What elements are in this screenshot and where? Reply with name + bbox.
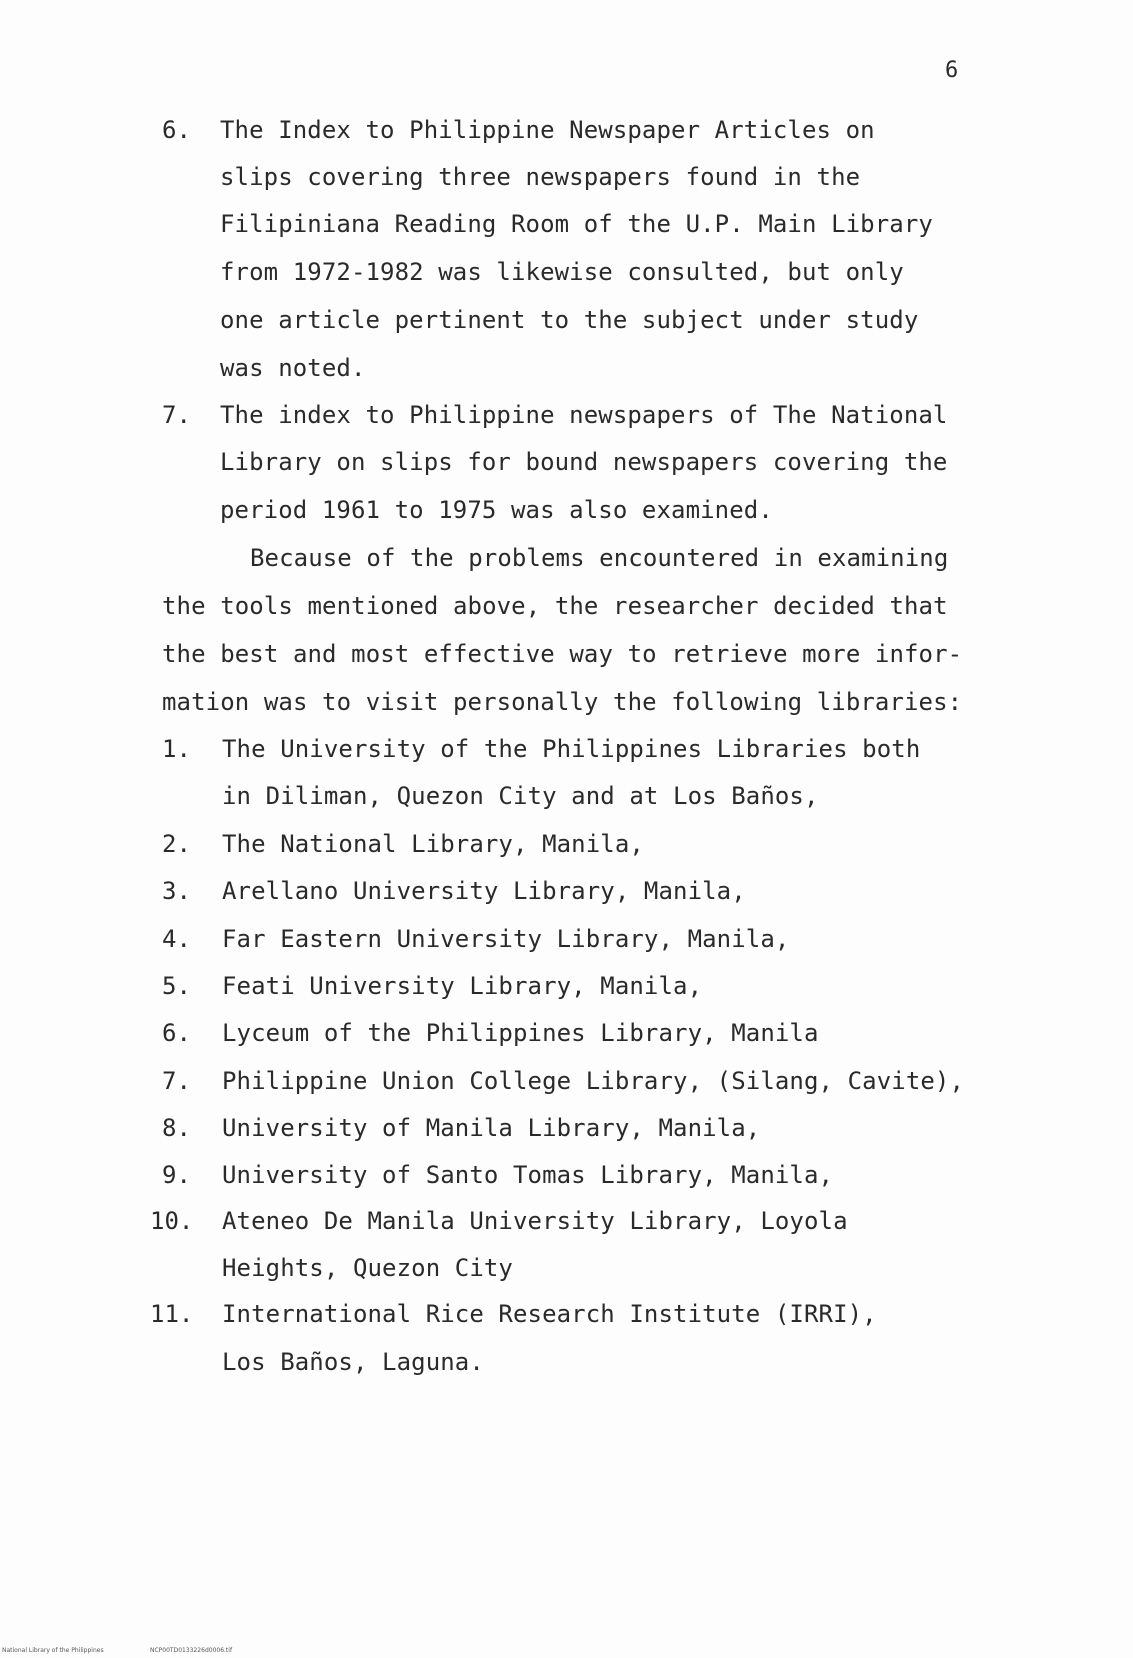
page-number: 6: [945, 58, 959, 83]
tool-number: 7.: [162, 401, 191, 429]
library-number: 1.: [162, 735, 191, 763]
tool-line: period 1961 to 1975 was also examined.: [220, 496, 773, 524]
library-line: Feati University Library, Manila,: [222, 972, 703, 1000]
library-number: 11.: [150, 1300, 194, 1328]
library-line: University of Manila Library, Manila,: [222, 1114, 761, 1142]
paragraph-line: the best and most effective way to retrieve more infor-: [162, 640, 963, 668]
tool-line: was noted.: [220, 354, 366, 382]
tool-line: Library on slips for bound newspapers covering the: [220, 448, 948, 476]
tool-line: Filipiniana Reading Room of the U.P. Main Library: [220, 210, 933, 238]
library-line: Arellano University Library, Manila,: [222, 877, 746, 905]
library-number: 9.: [162, 1161, 191, 1189]
paragraph-line: Because of the problems encountered in examining: [250, 544, 949, 572]
tool-line: The index to Philippine newspapers of The National: [220, 401, 948, 429]
library-line: in Diliman, Quezon City and at Los Baños,: [222, 782, 819, 810]
library-line: Philippine Union College Library, (Silang, Cavite),: [222, 1067, 965, 1095]
tool-number: 6.: [162, 116, 191, 144]
library-line: Lyceum of the Philippines Library, Manila: [222, 1019, 819, 1047]
library-line: The National Library, Manila,: [222, 830, 644, 858]
library-line: University of Santo Tomas Library, Manila,: [222, 1161, 834, 1189]
tool-line: one article pertinent to the subject under study: [220, 306, 919, 334]
footer-right: NCP00TD0133226d0006.tif: [150, 1647, 233, 1654]
library-line: Far Eastern University Library, Manila,: [222, 925, 790, 953]
library-line: International Rice Research Institute (IRRI),: [222, 1300, 877, 1328]
library-line: The University of the Philippines Libraries both: [222, 735, 921, 763]
tool-line: slips covering three newspapers found in the: [220, 163, 861, 191]
library-number: 7.: [162, 1067, 191, 1095]
paragraph-line: mation was to visit personally the following libraries:: [162, 688, 963, 716]
library-line: Heights, Quezon City: [222, 1254, 513, 1282]
library-line: Ateneo De Manila University Library, Loyola: [222, 1207, 848, 1235]
footer-left: National Library of the Philippines: [2, 1647, 104, 1654]
library-number: 4.: [162, 925, 191, 953]
paragraph-line: the tools mentioned above, the researcher decided that: [162, 592, 948, 620]
library-number: 10.: [150, 1207, 194, 1235]
library-number: 5.: [162, 972, 191, 1000]
library-number: 6.: [162, 1019, 191, 1047]
library-number: 3.: [162, 877, 191, 905]
tool-line: The Index to Philippine Newspaper Articles on: [220, 116, 875, 144]
tool-line: from 1972-1982 was likewise consulted, but only: [220, 258, 904, 286]
library-number: 8.: [162, 1114, 191, 1142]
library-line: Los Baños, Laguna.: [222, 1348, 484, 1376]
library-number: 2.: [162, 830, 191, 858]
